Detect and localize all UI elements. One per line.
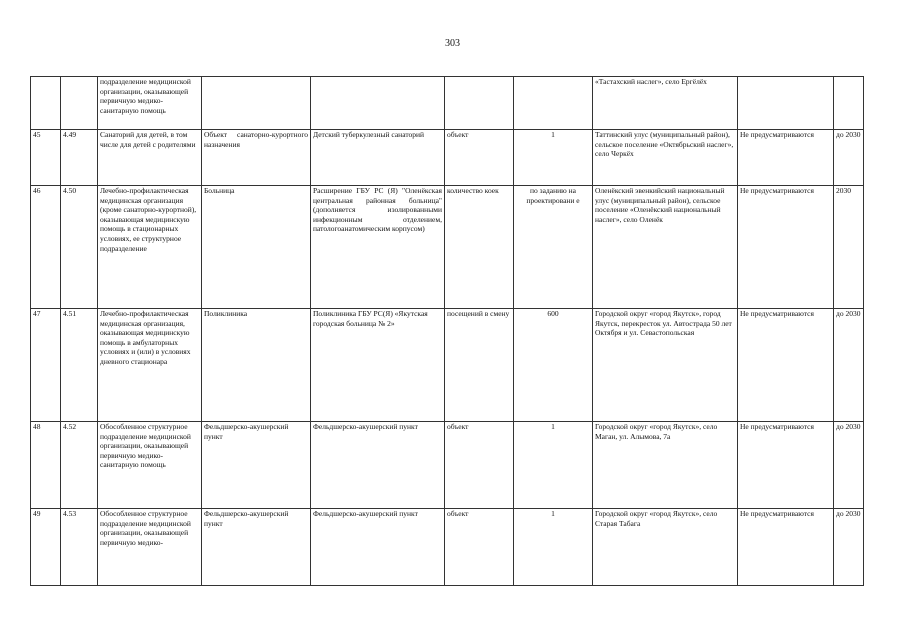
protection-zone [738, 77, 834, 130]
implementation-term: до 2030 [834, 309, 864, 422]
register-table [30, 76, 864, 586]
object-code: 4.53 [61, 509, 98, 586]
object-type: Обособленное структурное подразделение медицинской организации, оказывающей первичную медико- [98, 509, 202, 586]
object-purpose: Поликлиника [202, 309, 311, 422]
capacity-value: 600 [514, 309, 593, 422]
table-row [31, 422, 864, 509]
object-purpose: Больница [202, 186, 311, 309]
object-code: 4.50 [61, 186, 98, 309]
object-code: 4.51 [61, 309, 98, 422]
object-code: 4.52 [61, 422, 98, 509]
protection-zone: Не предусматриваются [738, 130, 834, 186]
implementation-term: до 2030 [834, 130, 864, 186]
object-type: Обособленное структурное подразделение медицинской организации, оказывающей первичную медико-санитарную помощь [98, 422, 202, 509]
row-number: 46 [31, 186, 61, 309]
object-location: Городской округ «город Якутск», село Маган, ул. Алымова, 7а [593, 422, 738, 509]
page-number: 303 [445, 38, 460, 49]
capacity-unit: посещений в смену [445, 309, 514, 422]
table-row [31, 509, 864, 586]
object-code [61, 77, 98, 130]
object-purpose: Объект санаторно-курортного назначения [202, 130, 311, 186]
object-location: Городской округ «город Якутск», город Якутск, перекресток ул. Автострада 50 лет Октября и ул. Севастопольская [593, 309, 738, 422]
table-row [31, 186, 864, 309]
implementation-term: до 2030 [834, 509, 864, 586]
object-purpose: Фельдшерско-акушерский пункт [202, 509, 311, 586]
capacity-value: 1 [514, 509, 593, 586]
capacity-value: 1 [514, 422, 593, 509]
protection-zone: Не предусматриваются [738, 186, 834, 309]
row-number: 45 [31, 130, 61, 186]
object-name: Фельдшерско-акушерский пункт [311, 509, 445, 586]
object-type: подразделение медицинской организации, оказывающей первичную медико-санитарную помощь [98, 77, 202, 130]
capacity-unit [445, 77, 514, 130]
object-type: Лечебно-профилактическая медицинская организация (кроме санаторно-курортной), оказывающая медицинскую помощь в стационарных условиях, ее структурное подразделение [98, 186, 202, 309]
object-name: Поликлиника ГБУ РС(Я) «Якутская городская больница № 2» [311, 309, 445, 422]
implementation-term [834, 77, 864, 130]
object-location: «Тастахский наслег», село Ергёлёх [593, 77, 738, 130]
capacity-unit: объект [445, 422, 514, 509]
object-name: Расширение ГБУ РС (Я) "Оленёкская центральная районная больница" (дополняется изолированными инфекционным отделением, патологоанатомическим корпусом) [311, 186, 445, 309]
capacity-unit: объект [445, 130, 514, 186]
row-number: 48 [31, 422, 61, 509]
object-purpose: Фельдшерско-акушерский пункт [202, 422, 311, 509]
protection-zone: Не предусматриваются [738, 309, 834, 422]
row-number [31, 77, 61, 130]
table-row [31, 130, 864, 186]
protection-zone: Не предусматриваются [738, 422, 834, 509]
implementation-term: до 2030 [834, 422, 864, 509]
capacity-unit: количество коек [445, 186, 514, 309]
object-location: Городской округ «город Якутск», село Старая Табага [593, 509, 738, 586]
object-location: Оленёкский эвенкийский национальный улус (муниципальный район), сельское поселение «Оленёкский национальный наслег», село Оленёк [593, 186, 738, 309]
row-number: 47 [31, 309, 61, 422]
capacity-value [514, 77, 593, 130]
object-type: Санаторий для детей, в том числе для детей с родителями [98, 130, 202, 186]
object-code: 4.49 [61, 130, 98, 186]
implementation-term: 2030 [834, 186, 864, 309]
object-purpose [202, 77, 311, 130]
capacity-value: по заданию на проектировани е [514, 186, 593, 309]
object-name: Детский туберкулезный санаторий [311, 130, 445, 186]
object-location: Таттинский улус (муниципальный район), сельское поселение «Октябрьский наслег», село Черкёх [593, 130, 738, 186]
row-number: 49 [31, 509, 61, 586]
object-name [311, 77, 445, 130]
table-body [31, 77, 864, 586]
capacity-value: 1 [514, 130, 593, 186]
table-row [31, 77, 864, 130]
object-type: Лечебно-профилактическая медицинская организация, оказывающая медицинскую помощь в амбулаторных условиях и (или) в условиях дневного стационара [98, 309, 202, 422]
capacity-unit: объект [445, 509, 514, 586]
protection-zone: Не предусматриваются [738, 509, 834, 586]
table-row [31, 309, 864, 422]
object-name: Фельдшерско-акушерский пункт [311, 422, 445, 509]
